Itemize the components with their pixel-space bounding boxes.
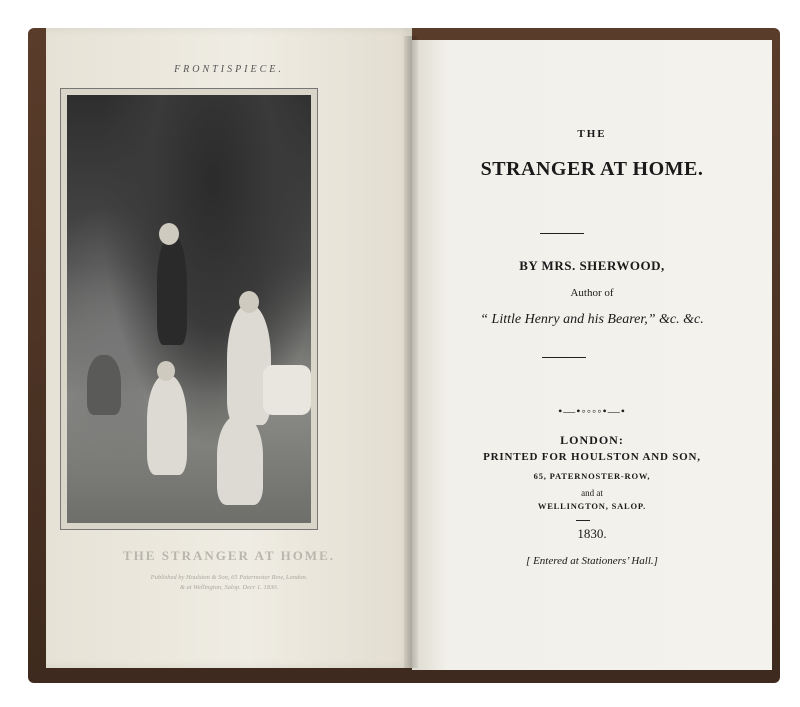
plate-imprint-line-1: Published by Houlston & Son, 65 Paternoster Row, London.	[150, 574, 308, 581]
frontispiece-plate	[60, 88, 318, 530]
imprint-city: LONDON:	[560, 433, 624, 447]
book-title: STRANGER AT HOME.	[480, 158, 704, 180]
imprint-wellington: WELLINGTON, SALOP.	[537, 501, 647, 511]
ornament-divider: •—•◦◦◦◦•—•	[558, 404, 626, 418]
imprint-year: 1830.	[577, 526, 607, 541]
imprint-and-at: and at	[581, 488, 603, 498]
engraving-illustration	[67, 95, 311, 523]
divider-rule-1	[540, 233, 584, 234]
imprint-printer: PRINTED FOR HOULSTON AND SON,	[483, 451, 701, 463]
author-line: BY MRS. SHERWOOD,	[519, 258, 665, 273]
imprint-address: 65, PATERNOSTER-ROW,	[533, 471, 651, 481]
divider-rule-2	[542, 357, 586, 358]
frontispiece-label: FRONTISPIECE.	[174, 64, 284, 75]
divider-rule-3	[576, 520, 590, 521]
author-of: Author of	[570, 287, 614, 299]
previous-work: “ Little Henry and his Bearer,” &c. &c.	[480, 312, 704, 327]
plate-caption: THE STRANGER AT HOME.	[123, 548, 335, 563]
title-the: THE	[577, 128, 607, 140]
entered-note: [ Entered at Stationers’ Hall.]	[526, 555, 658, 567]
plate-imprint-line-2: & at Wellington, Salop. Decr 1. 1830.	[179, 584, 279, 591]
